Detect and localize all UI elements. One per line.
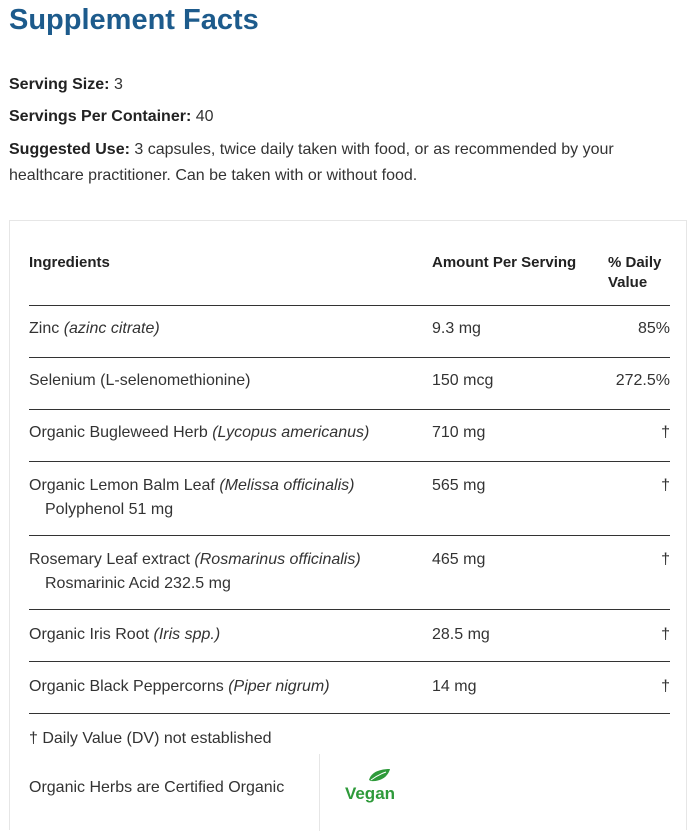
- ingredient-amount: 565 mg: [432, 477, 486, 494]
- header-daily-value-line1: % Daily: [608, 254, 662, 271]
- table-row: [29, 536, 670, 610]
- header-daily-value-line2: Value: [608, 274, 648, 291]
- supplement-facts-panel: [9, 220, 687, 830]
- suggested-use: [9, 137, 679, 189]
- vegan-badge: [340, 766, 400, 806]
- servings-per-container-value: 40: [195, 108, 214, 125]
- header-ingredients: Ingredients: [29, 254, 110, 271]
- ingredient-name: Organic Lemon Balm Leaf (Melissa officinalis): [29, 477, 355, 494]
- ingredient-name: Organic Bugleweed Herb (Lycopus americanus): [29, 424, 370, 441]
- ingredient-name: Organic Black Peppercorns (Piper nigrum): [29, 678, 330, 695]
- suggested-use-label: Suggested Use:: [9, 141, 130, 158]
- leaf-icon: [369, 769, 390, 781]
- ingredient-daily-value: †: [661, 678, 670, 695]
- ingredient-daily-value: †: [661, 551, 670, 568]
- ingredient-name: Organic Iris Root (Iris spp.): [29, 626, 221, 643]
- divider: [319, 754, 320, 831]
- dv-footnote: † Daily Value (DV) not established: [29, 730, 272, 747]
- servings-per-container-label: Servings Per Container:: [9, 108, 192, 125]
- ingredient-amount: 28.5 mg: [432, 626, 490, 643]
- serving-size: [9, 72, 123, 98]
- ingredient-amount: 465 mg: [432, 551, 486, 568]
- table-row: [29, 306, 670, 358]
- serving-size-label: Serving Size:: [9, 76, 110, 93]
- ingredient-sub: Polyphenol 51 mg: [45, 501, 174, 518]
- table-row: [29, 358, 670, 410]
- ingredient-daily-value: †: [661, 424, 670, 441]
- header-daily-value: [608, 253, 661, 293]
- servings-per-container: [9, 104, 214, 130]
- ingredient-daily-value: 272.5%: [615, 372, 670, 389]
- header-amount: Amount Per Serving: [432, 254, 577, 271]
- ingredient-amount: 14 mg: [432, 678, 477, 695]
- table-row: [29, 410, 670, 462]
- ingredient-name: Selenium (L-selenomethionine): [29, 372, 251, 389]
- ingredient-amount: 710 mg: [432, 424, 486, 441]
- ingredient-daily-value: 85%: [637, 320, 670, 337]
- ingredient-daily-value: †: [661, 477, 670, 494]
- ingredient-name: Rosemary Leaf extract (Rosmarinus officinalis): [29, 551, 361, 568]
- page-title: Supplement Facts: [9, 4, 259, 36]
- table-header: [29, 221, 670, 306]
- ingredient-amount: 9.3 mg: [432, 320, 481, 337]
- ingredient-name: Zinc (azinc citrate): [29, 320, 160, 337]
- ingredient-amount: 150 mcg: [432, 372, 494, 389]
- ingredient-daily-value: †: [661, 626, 670, 643]
- ingredient-sub: Rosmarinic Acid 232.5 mg: [45, 575, 231, 592]
- serving-size-value: 3: [113, 76, 123, 93]
- suggested-use-value: 3 capsules, twice daily taken with food, or as recommended by your healthcare practitioner. Can be taken with or without food.: [9, 141, 614, 184]
- table-row: [29, 662, 670, 714]
- organic-note: Organic Herbs are Certified Organic: [29, 779, 285, 796]
- vegan-text: Vegan: [344, 784, 396, 803]
- table-row: [29, 462, 670, 536]
- table-row: [29, 610, 670, 662]
